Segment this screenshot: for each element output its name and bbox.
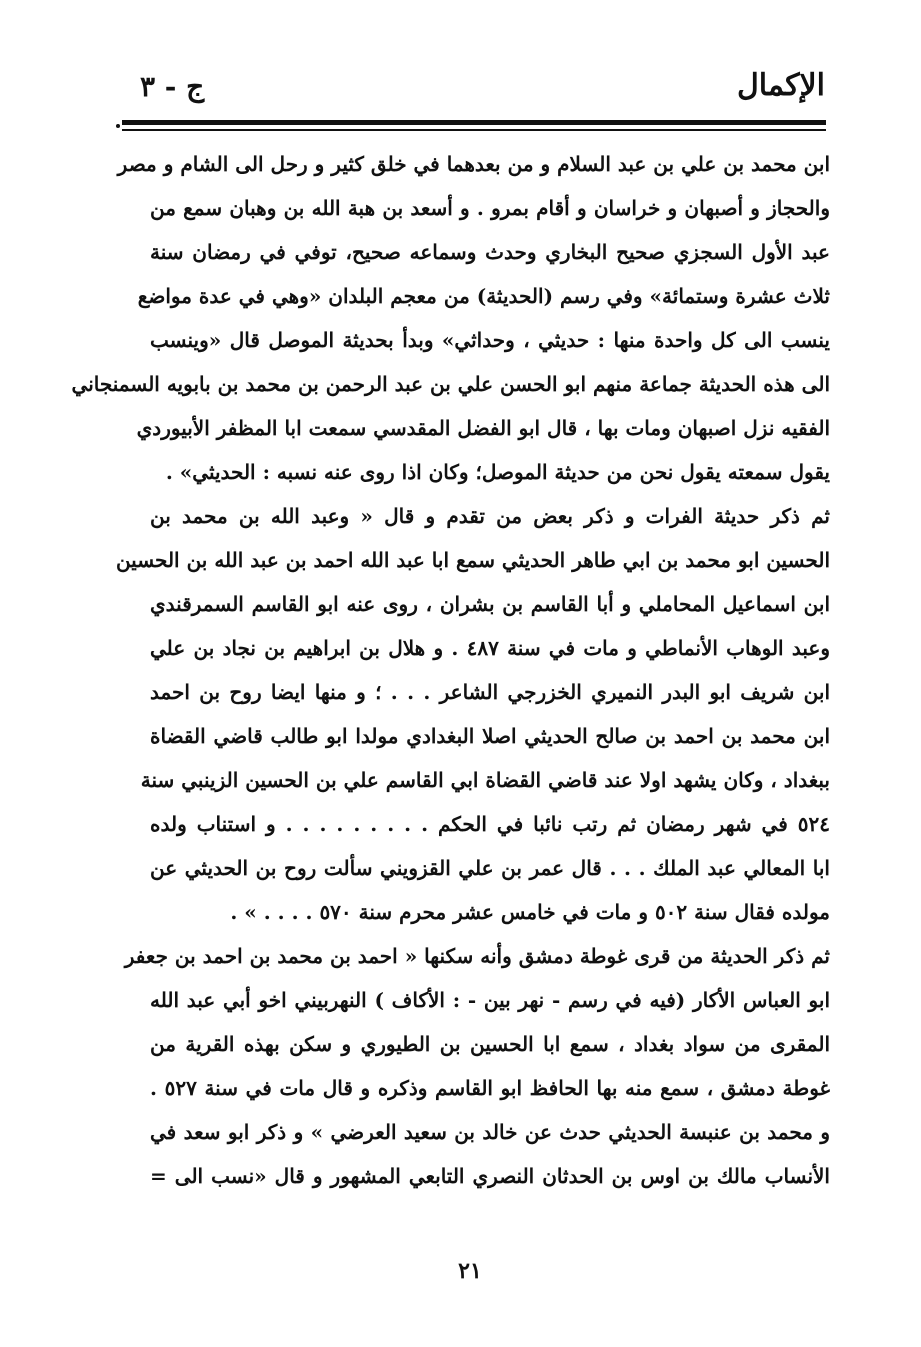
text-line: ثلاث عشرة وستمائة» وفي رسم (الحديثة) من معجم البلدان «وهي في عدة مواضع [137,284,830,308]
text-line: الأنساب مالك بن اوس بن الحدثان النصري التابعي المشهور و قال «نسب الى = [150,1164,830,1188]
text-line: ابن شريف ابو البدر النميري الخزرجي الشاعر . . . ؛ و منها ايضا روح بن احمد [150,680,830,704]
text-line: عبد الأول السجزي صحيح البخاري وحدث وسماعه صحيح، توفي في رمضان سنة [150,240,830,264]
rule-dot [116,124,120,128]
text-line: غوطة دمشق ، سمع منه بها الحافظ ابو القاسم وذكره و قال مات في سنة ٥٢٧ . [150,1076,830,1100]
body-text [71,142,830,1198]
text-line: ابو العباس الأكار (فيه في رسم - نهر بين - : الأكاف ) النهربيني اخو أبي عبد الله [150,988,830,1012]
text-line: الحسين ابو محمد بن ابي طاهر الحديثي سمع ابا عبد الله احمد بن عبد الله بن الحسين [115,548,830,572]
text-line: والحجاز و أصبهان و خراسان و أقام بمرو . و أسعد بن هبة الله بن وهبان سمع من [150,196,830,220]
text-line: ثم ذكر حديثة الفرات و ذكر بعض من تقدم و قال « وعبد الله بن محمد بن [150,504,830,528]
text-line: و محمد بن عنبسة الحديثي حدث عن خالد بن سعيد العرضي » و ذكر ابو سعد في [150,1120,830,1144]
volume-label: ج - ٣ [140,70,205,103]
text-line: ابن اسماعيل المحاملي و أبا القاسم بن بشران ، روى عنه ابو القاسم السمرقندي [150,592,830,616]
text-line: مولده فقال سنة ٥٠٢ و مات في خامس عشر محرم سنة ٥٧٠ . . . . » . [230,900,830,924]
text-line: ببغداد ، وكان يشهد اولا عند قاضي القضاة ابي القاسم علي بن الحسين الزينبي سنة [140,768,830,792]
text-line: ٥٢٤ في شهر رمضان ثم رتب نائبا في الحكم . . . . . . . . . و استناب ولده [150,812,830,836]
page-header [120,68,825,112]
page-number: ٢١ [458,1258,482,1284]
header-rule-thick [122,120,826,125]
text-line: ثم ذكر الحديثة من قرى غوطة دمشق وأنه سكنها « احمد بن محمد بن احمد بن جعفر [124,944,830,968]
text-line: الفقيه نزل اصبهان ومات بها ، قال ابو الفضل المقدسي سمعت ابا المظفر الأبيوردي [136,416,830,440]
text-line: ابن محمد بن احمد بن صالح الحديثي اصلا البغدادي مولدا ابو طالب قاضي القضاة [150,724,830,748]
header-rule-thin [122,129,826,131]
text-line: وعبد الوهاب الأنماطي و مات في سنة ٤٨٧ . و هلال بن ابراهيم بن نجاد بن علي [150,636,830,660]
text-line: الى هذه الحديثة جماعة منهم ابو الحسن علي بن عبد الرحمن بن محمد بن بابويه السمنجاني [71,372,830,396]
text-line: يقول سمعته يقول نحن من حديثة الموصل؛ وكان اذا روى عنه نسبه : الحديثي» . [165,460,830,484]
text-line: ابا المعالي عبد الملك . . . قال عمر بن علي القزويني سألت روح بن الحديثي عن [150,856,830,880]
text-line: ينسب الى كل واحدة منها : حديثي ، وحداثي» وبدأ بحديثة الموصل قال «وينسب [150,328,830,352]
text-line: ابن محمد بن علي بن عبد السلام و من بعدهما في خلق كثير و رحل الى الشام و مصر [117,152,830,176]
running-title: الإكمال [736,68,825,103]
text-line: المقرى من سواد بغداد ، سمع ابا الحسين بن الطيوري و سكن بهذه القرية من [150,1032,830,1056]
